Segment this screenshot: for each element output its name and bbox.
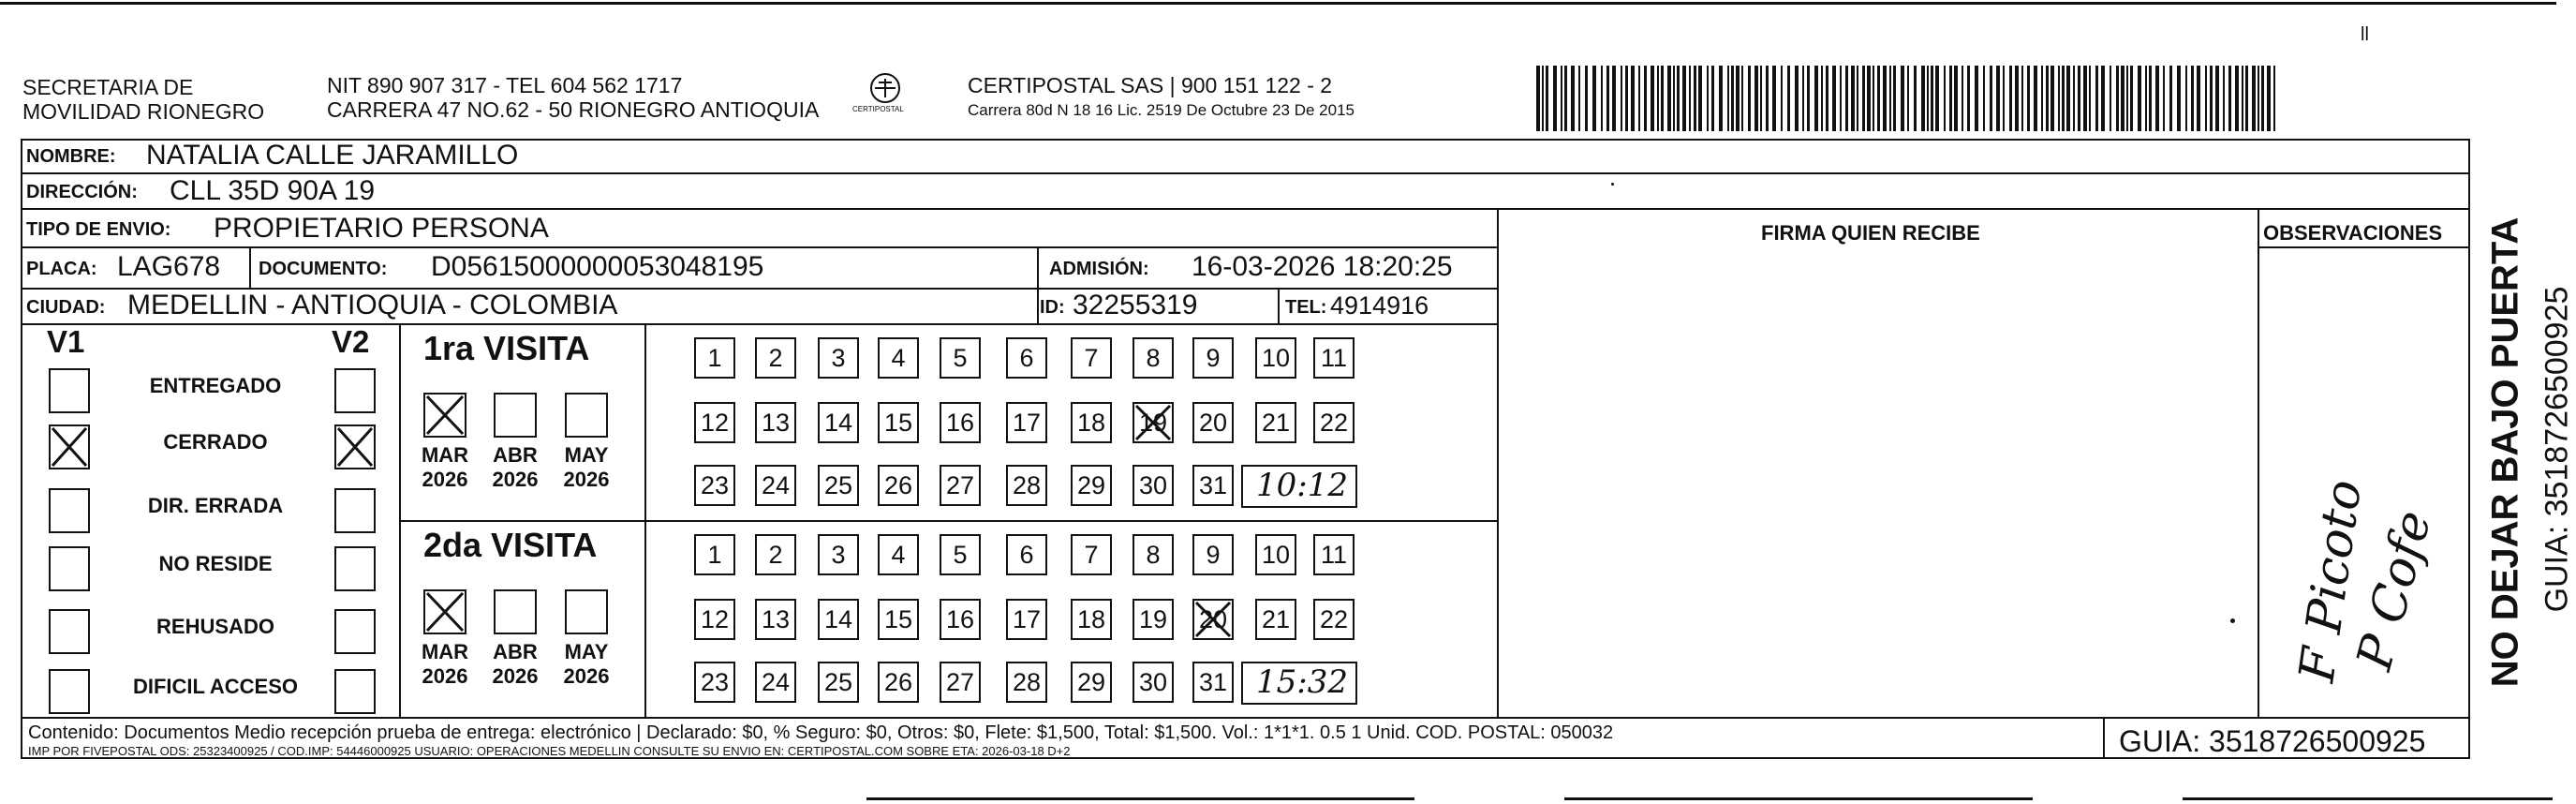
- barcode-bar: [2050, 66, 2054, 131]
- day-box-5[interactable]: 5: [940, 534, 981, 575]
- ciudad-label: CIUDAD:: [26, 297, 106, 318]
- barcode-bar: [2083, 66, 2087, 131]
- barcode-bar: [1867, 66, 1871, 131]
- barcode-bar: [1826, 66, 1828, 131]
- barcode-bar: [2155, 66, 2159, 131]
- month-label: ABR: [493, 640, 538, 663]
- barcode-bar: [1553, 66, 1557, 131]
- day-box-4[interactable]: 4: [878, 337, 919, 379]
- barcode-bar: [1907, 66, 1909, 131]
- day-box-28[interactable]: 28: [1006, 465, 1047, 506]
- day-box-9[interactable]: 9: [1192, 534, 1234, 575]
- footer-guia: GUIA: 3518726500925: [2119, 724, 2426, 758]
- day-box-14[interactable]: 14: [818, 402, 859, 443]
- barcode-bar: [1857, 66, 1858, 131]
- obs-left: [2258, 208, 2259, 718]
- day-box-30[interactable]: 30: [1133, 662, 1174, 703]
- barcode-bar: [1667, 66, 1671, 131]
- visit-time-box[interactable]: [1241, 465, 1357, 508]
- barcode-bar: [1807, 66, 1810, 131]
- day-box-25[interactable]: 25: [818, 465, 859, 506]
- barcode-bar: [2015, 66, 2019, 131]
- barcode-bar: [1821, 66, 1823, 131]
- month-label: MAY: [564, 640, 609, 663]
- year-label: 2026: [492, 468, 539, 491]
- day-box-12[interactable]: 12: [694, 599, 735, 640]
- status-label: NO RESIDE: [158, 552, 273, 575]
- barcode-bar: [1621, 66, 1622, 131]
- day-box-7[interactable]: 7: [1071, 337, 1112, 379]
- day-box-31[interactable]: 31: [1192, 465, 1234, 506]
- day-box-11[interactable]: 11: [1313, 337, 1355, 379]
- barcode-bar: [1736, 66, 1740, 131]
- check-mark-icon: [49, 424, 90, 469]
- day-box-23[interactable]: 23: [694, 662, 735, 703]
- barcode-bar: [2245, 66, 2248, 131]
- barcode-bar: [2027, 66, 2030, 131]
- month-label: MAR: [421, 443, 469, 467]
- barcode-bar: [1748, 66, 1751, 131]
- day-box-8[interactable]: 8: [1133, 534, 1174, 575]
- barcode-bar: [1682, 66, 1686, 131]
- barcode-bar: [1731, 66, 1734, 131]
- barcode-bar: [1727, 66, 1729, 131]
- ciudad-value: MEDELLIN - ANTIOQUIA - COLOMBIA: [127, 290, 618, 320]
- barcode-bar: [2258, 66, 2259, 131]
- barcode-bar: [1787, 66, 1790, 131]
- firma-left: [1497, 208, 1499, 718]
- status-label: DIFICIL ACCESO: [132, 675, 298, 698]
- day-box-12[interactable]: 12: [694, 402, 735, 443]
- v1-checkbox-1[interactable]: [49, 424, 90, 469]
- visit-sep: [399, 520, 1498, 522]
- day-box-15[interactable]: 15: [878, 402, 919, 443]
- barcode-bar: [1772, 66, 1776, 131]
- barcode-bar: [1781, 66, 1783, 131]
- barcode-bar: [1802, 66, 1804, 131]
- barcode-bar: [2073, 66, 2075, 131]
- barcode-bar: [2149, 66, 2152, 131]
- v1-checkbox-5[interactable]: [49, 669, 90, 714]
- placa-sep: [249, 246, 251, 288]
- day-box-16[interactable]: 16: [940, 402, 981, 443]
- day-box-20[interactable]: 20: [1192, 402, 1234, 443]
- barcode-bar: [1698, 66, 1702, 131]
- barcode-bar: [2242, 66, 2243, 131]
- check-mark-icon: [423, 589, 466, 634]
- id-value: 32255319: [1073, 290, 1198, 320]
- barcode-bar: [2215, 66, 2219, 131]
- day-box-29[interactable]: 29: [1071, 662, 1112, 703]
- logo-text: CERTIPOSTAL: [852, 105, 904, 113]
- day-box-6[interactable]: 6: [1006, 337, 1047, 379]
- barcode-bar: [2101, 66, 2105, 131]
- barcode-bar: [2046, 66, 2049, 131]
- top-rule: [0, 2, 2556, 5]
- barcode-bar: [1877, 66, 1880, 131]
- barcode-bar: [1741, 66, 1743, 131]
- barcode-bar: [2130, 66, 2133, 131]
- stray-dot: [2230, 618, 2235, 623]
- barcode-bar: [1542, 66, 1544, 131]
- barcode-bar: [1851, 66, 1855, 131]
- barcode-bar: [1889, 66, 1891, 131]
- barcode-bar: [2034, 66, 2037, 131]
- admision-value: 16-03-2026 18:20:25: [1192, 251, 1453, 282]
- status-label: CERRADO: [163, 430, 268, 454]
- day-box-27[interactable]: 27: [940, 465, 981, 506]
- month-checkbox[interactable]: [423, 393, 466, 438]
- bottom-frag-3: [2183, 797, 2553, 800]
- barcode-bar: [1996, 66, 2000, 131]
- day-box-9[interactable]: 9: [1192, 337, 1234, 379]
- barcode-bar: [1561, 66, 1562, 131]
- check-mark-icon: [1192, 599, 1234, 640]
- day-box-22[interactable]: 22: [1313, 599, 1355, 640]
- month-checkbox[interactable]: [565, 589, 608, 634]
- barcode-bar: [1840, 66, 1842, 131]
- day-box-18[interactable]: 18: [1071, 402, 1112, 443]
- admision-sep: [1037, 246, 1039, 323]
- barcode-bar: [2235, 66, 2239, 131]
- check-mark-icon: [1133, 402, 1174, 443]
- day-box-20[interactable]: 20: [1192, 599, 1234, 640]
- stray-dot-2: [1611, 183, 1614, 186]
- barcode-bar: [1990, 66, 1992, 131]
- year-label: 2026: [422, 664, 468, 688]
- barcode-bar: [1873, 66, 1874, 131]
- v2-checkbox-5[interactable]: [334, 669, 376, 714]
- barcode-bar: [1814, 66, 1818, 131]
- documento-label: DOCUMENTO:: [259, 259, 388, 279]
- barcode-bar: [2009, 66, 2012, 131]
- side-warning: NO DEJAR BAJO PUERTA: [2484, 216, 2526, 688]
- visit-time-value: 15:32: [1256, 663, 1348, 701]
- handwriting-line2: P Cofe: [2347, 504, 2443, 677]
- nombre-value: NATALIA CALLE JARAMILLO: [146, 140, 519, 171]
- barcode-bar: [1625, 66, 1628, 131]
- month-label: MAR: [421, 640, 469, 663]
- day-box-26[interactable]: 26: [878, 465, 919, 506]
- barcode-bar: [1862, 66, 1865, 131]
- barcode-bar: [1661, 66, 1664, 131]
- barcode-bar: [2041, 66, 2043, 131]
- day-box-1[interactable]: 1: [694, 337, 735, 379]
- barcode-bar: [1760, 66, 1762, 131]
- tel-label: TEL:: [1285, 297, 1327, 318]
- placa-value: LAG678: [117, 251, 221, 282]
- tipo-envio-label: TIPO DE ENVIO:: [26, 219, 171, 240]
- barcode-bar: [1657, 66, 1659, 131]
- day-box-23[interactable]: 23: [694, 465, 735, 506]
- nit-line1: NIT 890 907 317 - TEL 604 562 1717: [327, 73, 683, 97]
- barcode-bar: [1901, 66, 1904, 131]
- form-right: [2468, 139, 2470, 759]
- day-box-31[interactable]: 31: [1192, 662, 1234, 703]
- day-box-21[interactable]: 21: [1255, 402, 1296, 443]
- barcode-bar: [1954, 66, 1958, 131]
- org-name-line2: MOVILIDAD RIONEGRO: [22, 99, 265, 124]
- side-guia: GUIA: 3518726500925: [2539, 286, 2575, 613]
- barcode-bar: [1592, 66, 1596, 131]
- barcode-bar: [1644, 66, 1647, 131]
- day-box-17[interactable]: 17: [1006, 402, 1047, 443]
- year-label: 2026: [563, 468, 610, 491]
- barcode: [1536, 66, 2286, 131]
- day-box-22[interactable]: 22: [1313, 402, 1355, 443]
- day-box-21[interactable]: 21: [1255, 599, 1296, 640]
- barcode-bar: [2205, 66, 2207, 131]
- barcode-bar: [1571, 66, 1575, 131]
- month-label: MAY: [564, 443, 609, 467]
- tel-sep: [1278, 288, 1280, 323]
- certipostal-logo: [852, 71, 918, 120]
- day-box-2[interactable]: 2: [755, 337, 796, 379]
- barcode-bar: [2191, 66, 2194, 131]
- barcode-bar: [2121, 66, 2124, 131]
- admision-label: ADMISIÓN:: [1049, 259, 1149, 279]
- month-label: ABR: [493, 443, 538, 467]
- day-box-8[interactable]: 8: [1133, 337, 1174, 379]
- barcode-bar: [2210, 66, 2213, 131]
- barcode-bar: [2177, 66, 2181, 131]
- day-box-2[interactable]: 2: [755, 534, 796, 575]
- nombre-label: NOMBRE:: [26, 146, 116, 167]
- day-box-3[interactable]: 3: [818, 337, 859, 379]
- day-box-4[interactable]: 4: [878, 534, 919, 575]
- barcode-bar: [2021, 66, 2023, 131]
- day-box-28[interactable]: 28: [1006, 662, 1047, 703]
- documento-value: D05615000000053048195: [431, 251, 764, 282]
- barcode-bar: [1921, 66, 1925, 131]
- v1-header: V1: [47, 324, 85, 359]
- barcode-bar: [1546, 66, 1548, 131]
- footer-guia-left: [2103, 717, 2105, 758]
- day-box-13[interactable]: 13: [755, 402, 796, 443]
- barcode-bar: [2267, 66, 2271, 131]
- barcode-bar: [2163, 66, 2165, 131]
- nit-line2: CARRERA 47 NO.62 - 50 RIONEGRO ANTIOQUIA: [327, 97, 820, 122]
- barcode-bar: [1612, 66, 1616, 131]
- day-box-13[interactable]: 13: [755, 599, 796, 640]
- v2-header: V2: [332, 324, 370, 359]
- barcode-bar: [1949, 66, 1952, 131]
- status-label: DIR. ERRADA: [147, 494, 284, 517]
- day-box-15[interactable]: 15: [878, 599, 919, 640]
- row1-bottom: [21, 172, 2470, 174]
- barcode-bar: [2062, 66, 2065, 131]
- barcode-bar: [1766, 66, 1769, 131]
- barcode-bar: [2066, 66, 2070, 131]
- day-box-14[interactable]: 14: [818, 599, 859, 640]
- barcode-bar: [2110, 66, 2111, 131]
- visit-time-value: 10:12: [1256, 467, 1348, 504]
- barcode-bar: [1914, 66, 1917, 131]
- placa-label: PLACA:: [26, 259, 97, 279]
- barcode-bar: [1651, 66, 1654, 131]
- barcode-bar: [2223, 66, 2225, 131]
- firma-header: FIRMA QUIEN RECIBE: [1761, 221, 1980, 245]
- footer-line1: Contenido: Documentos Medio recepción prueba de entrega: electrónico | Declarado: $0, % Seguro: $0, Otros: $0, Flete: $1,500, Total: $1,500. Vol.: 1*1*1. 0.5 1 Unid. COD. POSTAL: 050032: [28, 722, 1614, 743]
- barcode-bar: [2169, 66, 2172, 131]
- day-box-25[interactable]: 25: [818, 662, 859, 703]
- barcode-bar: [2252, 66, 2256, 131]
- tel-value: 4914916: [1330, 291, 1429, 320]
- barcode-bar: [1711, 66, 1714, 131]
- barcode-bar: [1927, 66, 1929, 131]
- day-box-18[interactable]: 18: [1071, 599, 1112, 640]
- barcode-bar: [2273, 66, 2275, 131]
- direccion-label: DIRECCIÓN:: [26, 182, 138, 202]
- day-box-11[interactable]: 11: [1313, 534, 1355, 575]
- form-left: [21, 139, 22, 759]
- barcode-bar: [1564, 66, 1567, 131]
- barcode-bar: [1944, 66, 1946, 131]
- barcode-bar: [1719, 66, 1723, 131]
- certipostal-line1: CERTIPOSTAL SAS | 900 151 122 - 2: [968, 73, 1333, 97]
- barcode-bar: [1536, 66, 1540, 131]
- year-label: 2026: [422, 468, 468, 491]
- barcode-bar: [2185, 66, 2187, 131]
- barcode-bar: [1935, 66, 1939, 131]
- v2-checkbox-4[interactable]: [334, 609, 376, 654]
- check-mark-icon: [334, 424, 376, 469]
- day-box-16[interactable]: 16: [940, 599, 981, 640]
- barcode-bar: [1585, 66, 1588, 131]
- barcode-bar: [1606, 66, 1609, 131]
- day-box-24[interactable]: 24: [755, 465, 796, 506]
- day-box-3[interactable]: 3: [818, 534, 859, 575]
- barcode-bar: [1832, 66, 1836, 131]
- barcode-bar: [1689, 66, 1691, 131]
- visit-title: 1ra VISITA: [423, 329, 590, 367]
- obs-header-bottom: [2258, 246, 2470, 248]
- barcode-bar: [1673, 66, 1675, 131]
- v1-checkbox-0[interactable]: [49, 368, 90, 413]
- barcode-bar: [1707, 66, 1709, 131]
- status-label: REHUSADO: [156, 615, 274, 638]
- barcode-bar: [2138, 66, 2141, 131]
- barcode-bar: [2197, 66, 2200, 131]
- day-box-27[interactable]: 27: [940, 662, 981, 703]
- visit-title: 2da VISITA: [423, 526, 598, 564]
- org-name-line1: SECRETARIA DE: [22, 75, 194, 99]
- visit-time-box[interactable]: [1241, 662, 1357, 705]
- day-box-17[interactable]: 17: [1006, 599, 1047, 640]
- barcode-bar: [2058, 66, 2060, 131]
- bottom-frag-2: [1564, 797, 2033, 800]
- day-box-19[interactable]: 19: [1133, 599, 1174, 640]
- day-box-19[interactable]: 19: [1133, 402, 1174, 443]
- barcode-bar: [2126, 66, 2128, 131]
- check-mark-icon: [423, 393, 466, 438]
- month-checkbox[interactable]: [494, 393, 537, 438]
- barcode-bar: [2145, 66, 2147, 131]
- year-label: 2026: [492, 664, 539, 688]
- barcode-bar: [1754, 66, 1758, 131]
- barcode-bar: [1967, 66, 1970, 131]
- day-box-7[interactable]: 7: [1071, 534, 1112, 575]
- tipo-envio-value: PROPIETARIO PERSONA: [214, 213, 549, 244]
- barcode-bar: [1931, 66, 1933, 131]
- barcode-bar: [1601, 66, 1603, 131]
- year-label: 2026: [563, 664, 610, 688]
- barcode-bar: [1975, 66, 1978, 131]
- day-box-5[interactable]: 5: [940, 337, 981, 379]
- barcode-bar: [1962, 66, 1963, 131]
- barcode-bar: [1883, 66, 1887, 131]
- barcode-bar: [1677, 66, 1680, 131]
- barcode-bar: [1983, 66, 1985, 131]
- corner-mark: ll: [2361, 24, 2369, 45]
- v2-checkbox-3[interactable]: [334, 546, 376, 591]
- barcode-bar: [1631, 66, 1635, 131]
- row2-bottom: [21, 208, 2470, 210]
- barcode-bar: [1694, 66, 1696, 131]
- day-box-24[interactable]: 24: [755, 662, 796, 703]
- barcode-bar: [1795, 66, 1799, 131]
- month-checkbox[interactable]: [423, 589, 466, 634]
- day-box-6[interactable]: 6: [1006, 534, 1047, 575]
- barcode-bar: [2089, 66, 2091, 131]
- observaciones-header: OBSERVACIONES: [2263, 221, 2443, 245]
- barcode-bar: [1845, 66, 1848, 131]
- barcode-bar: [2095, 66, 2098, 131]
- v2-checkbox-0[interactable]: [334, 368, 376, 413]
- day-box-29[interactable]: 29: [1071, 465, 1112, 506]
- v2-checkbox-2[interactable]: [334, 488, 376, 533]
- v1-checkbox-2[interactable]: [49, 488, 90, 533]
- certipostal-line2: Carrera 80d N 18 16 Lic. 2519 De Octubre 23 De 2015: [968, 101, 1355, 119]
- observaciones-handwriting: [2286, 412, 2443, 712]
- footer-line2: IMP POR FIVEPOSTAL ODS: 25323400925 / COD.IMP: 54446000925 USUARIO: OPERACIONES MEDELLIN CONSULTE SU ENVIO EN: CERTIPOSTAL.COM SOBRE ETA: 2026-03-18 D+2: [28, 744, 1071, 758]
- barcode-bar: [2261, 66, 2264, 131]
- barcode-bar: [1893, 66, 1896, 131]
- row3-bottom: [21, 246, 1498, 248]
- id-label: ID:: [1040, 297, 1065, 318]
- barcode-bar: [1578, 66, 1580, 131]
- barcode-bar: [1638, 66, 1640, 131]
- day-box-26[interactable]: 26: [878, 662, 919, 703]
- direccion-value: CLL 35D 90A 19: [170, 175, 376, 206]
- status-label: ENTREGADO: [149, 374, 282, 397]
- month-checkbox[interactable]: [494, 589, 537, 634]
- day-box-30[interactable]: 30: [1133, 465, 1174, 506]
- day-box-10[interactable]: 10: [1255, 337, 1296, 379]
- row5-bottom: [21, 323, 1498, 325]
- day-box-10[interactable]: 10: [1255, 534, 1296, 575]
- barcode-bar: [2003, 66, 2005, 131]
- barcode-bar: [2116, 66, 2119, 131]
- barcode-bar: [2228, 66, 2231, 131]
- v1-checkbox-4[interactable]: [49, 609, 90, 654]
- month-checkbox[interactable]: [565, 393, 608, 438]
- handwriting-line1: F Picoto: [2288, 476, 2374, 686]
- v2-checkbox-1[interactable]: [334, 424, 376, 469]
- v1-checkbox-3[interactable]: [49, 546, 90, 591]
- bottom-frag-1: [866, 797, 1414, 800]
- barcode-bar: [2078, 66, 2080, 131]
- day-box-1[interactable]: 1: [694, 534, 735, 575]
